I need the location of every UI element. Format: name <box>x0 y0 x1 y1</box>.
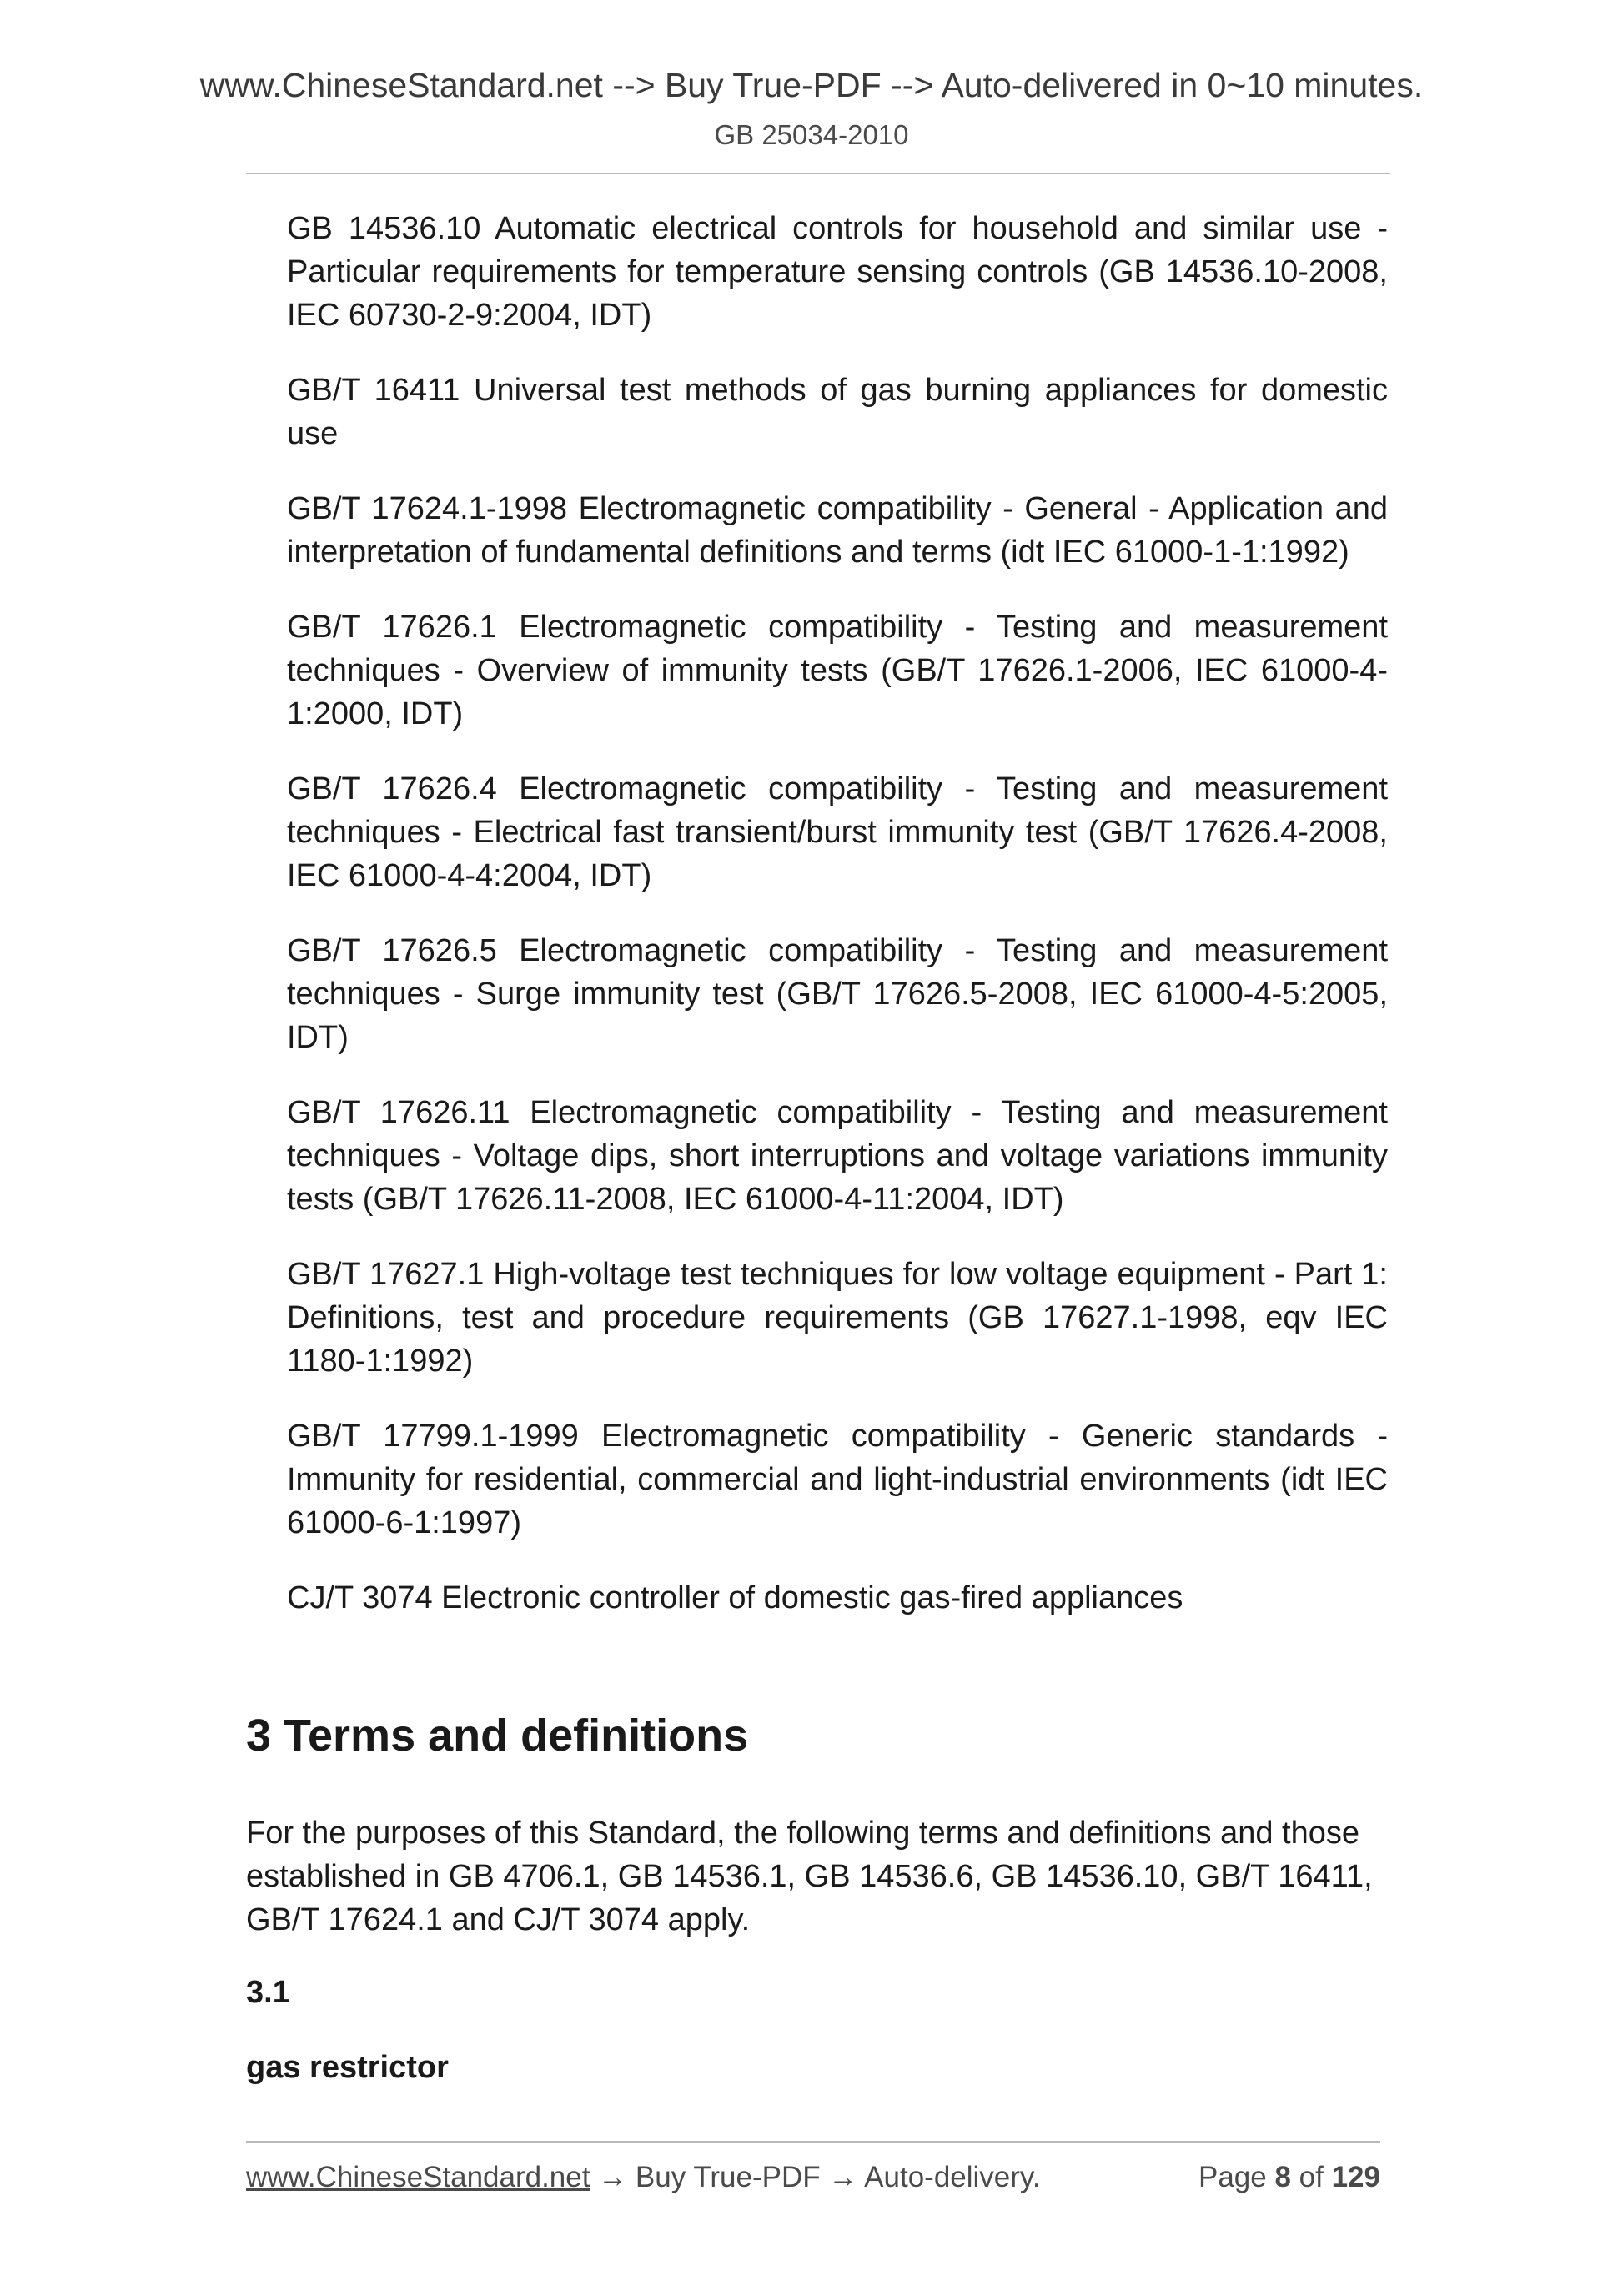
page-current: 8 <box>1274 2161 1291 2193</box>
page-label: Page <box>1198 2161 1267 2193</box>
reference-item: GB/T 17624.1-1998 Electromagnetic compatibility - General - Application and interpretation of fundamental definitions and terms (idt IEC 61000-1-1:1992) <box>287 491 1388 570</box>
page-total: 129 <box>1331 2161 1380 2193</box>
term-title: gas restrictor <box>246 2050 449 2085</box>
section-heading: 3 Terms and definitions <box>246 1711 749 1761</box>
footer-divider <box>246 2141 1380 2143</box>
normative-references-list <box>287 207 1388 1651</box>
reference-item: GB 14536.10 Automatic electrical controls for household and similar use - Particular requirements for temperature sensing controls (GB 14536.10-2008, IEC 60730-2-9:2004, IDT) <box>287 211 1388 333</box>
page-indicator <box>1198 2160 1380 2195</box>
reference-item: GB/T 17799.1-1999 Electromagnetic compatibility - Generic standards - Immunity for residential, commercial and light-industrial environments (idt IEC 61000-6-1:1997) <box>287 1419 1388 1540</box>
footer <box>246 2160 1380 2195</box>
reference-item: CJ/T 3074 Electronic controller of domestic gas-fired appliances <box>287 1580 1183 1615</box>
document-code: GB 25034-2010 <box>714 119 909 150</box>
header-divider <box>246 173 1390 174</box>
footer-site-link[interactable]: www.ChineseStandard.net <box>246 2161 590 2193</box>
reference-item: GB/T 17626.4 Electromagnetic compatibility - Testing and measurement techniques - Electrical fast transient/burst immunity test (GB/T 17626.4-2008, IEC 61000-4-4:2004, IDT) <box>287 771 1388 893</box>
reference-item: GB/T 17627.1 High-voltage test techniques for low voltage equipment - Part 1: Definitions, test and procedure requirements (GB 17627.1-1998, eqv IEC 1180-1:1992) <box>287 1257 1388 1379</box>
page-of: of <box>1299 2161 1324 2193</box>
footer-tagline: → Buy True-PDF → Auto-delivery. <box>590 2161 1041 2193</box>
header-banner: www.ChineseStandard.net --> Buy True-PDF --> Auto-delivered in 0~10 minutes. <box>199 66 1424 104</box>
reference-item: GB/T 17626.5 Electromagnetic compatibility - Testing and measurement techniques - Surge immunity test (GB/T 17626.5-2008, IEC 61000-4-5:2005, IDT) <box>287 933 1388 1055</box>
section-intro: For the purposes of this Standard, the following terms and definitions and those established in GB 4706.1, GB 14536.1, GB 14536.6, GB 14536.10, GB/T 16411, GB/T 17624.1 and CJ/T 3074 apply. <box>246 1816 1373 1937</box>
reference-item: GB/T 17626.11 Electromagnetic compatibility - Testing and measurement techniques - Voltage dips, short interruptions and voltage variations immunity tests (GB/T 17626.11-2008, IEC 61000-4-11:2004, IDT) <box>287 1095 1388 1217</box>
reference-item: GB/T 16411 Universal test methods of gas burning appliances for domestic use <box>287 373 1388 451</box>
clause-number: 3.1 <box>246 1975 290 2010</box>
reference-item: GB/T 17626.1 Electromagnetic compatibility - Testing and measurement techniques - Overview of immunity tests (GB/T 17626.1-2006, IEC 61000-4-1:2000, IDT) <box>287 610 1388 731</box>
